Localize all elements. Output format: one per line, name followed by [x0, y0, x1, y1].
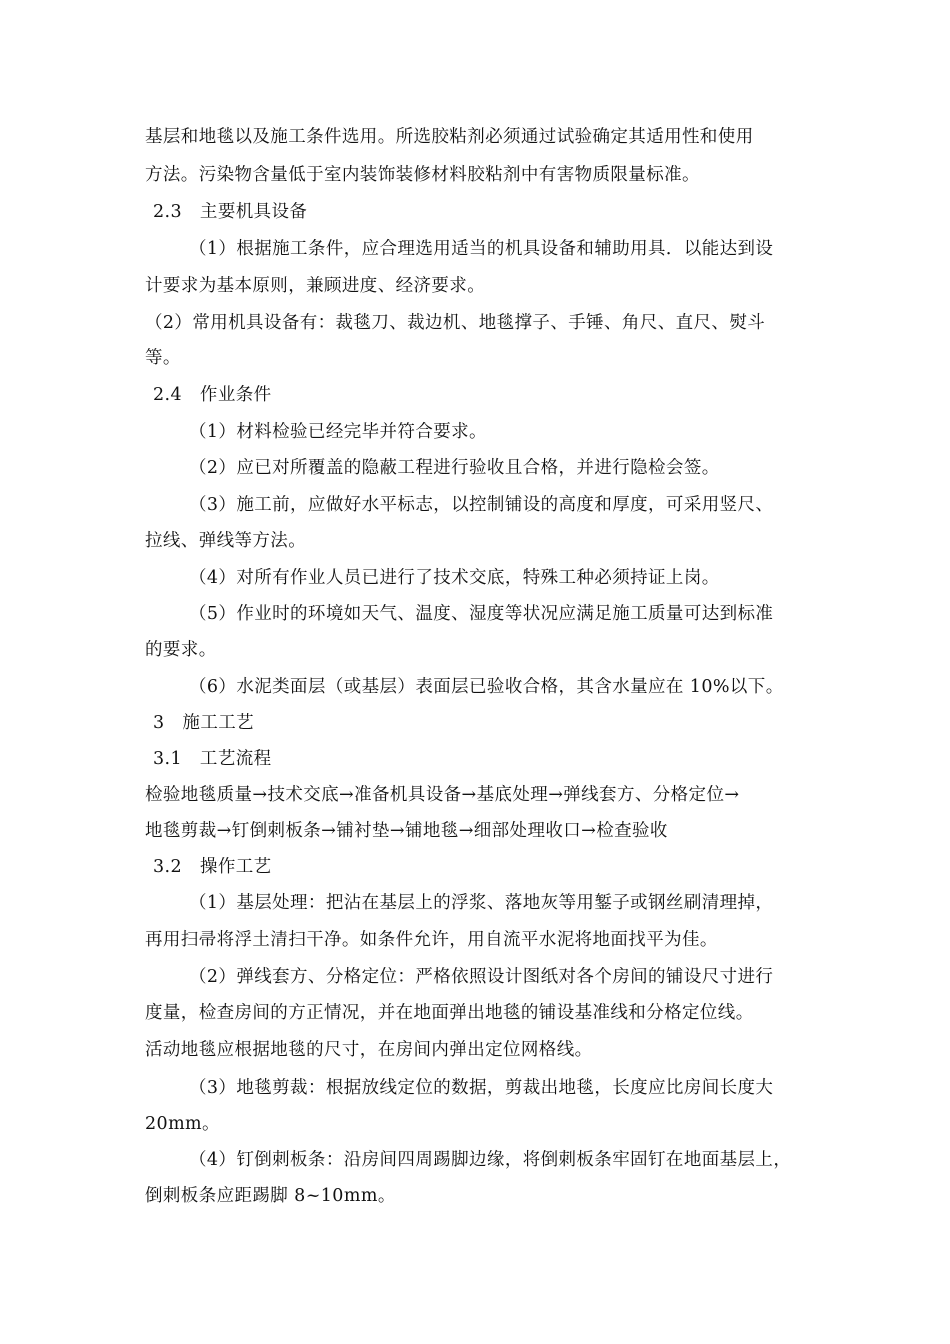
text-line: （2）常用机具设备有：裁毯刀、裁边机、地毯撑子、手锤、角尺、直尺、熨斗: [145, 313, 766, 333]
text-line: 方法。污染物含量低于室内装饰装修材料胶粘剂中有害物质限量标准。: [145, 165, 700, 185]
text-line: 检验地毯质量→技术交底→准备机具设备→基底处理→弹线套方、分格定位→: [145, 785, 740, 805]
section-heading: 2.4 作业条件: [153, 385, 272, 405]
text-line: （1）根据施工条件，应合理选用适当的机具设备和辅助用具．以能达到设: [189, 239, 774, 259]
text-line: （1）材料检验已经完毕并符合要求。: [189, 422, 487, 442]
section-heading: 3.1 工艺流程: [153, 749, 272, 769]
text-line: （5）作业时的环境如天气、温度、湿度等状况应满足施工质量可达到标准: [189, 604, 774, 624]
section-heading: 3 施工工艺: [153, 713, 255, 733]
text-line: 的要求。: [145, 640, 217, 660]
text-line: 倒刺板条应距踢脚 8~10mm。: [145, 1186, 396, 1206]
text-line: （3）施工前，应做好水平标志，以控制铺设的高度和厚度，可采用竖尺、: [189, 495, 774, 515]
text-line: 拉线、弹线等方法。: [145, 531, 307, 551]
text-line: （2）弹线套方、分格定位：严格依照设计图纸对各个房间的铺设尺寸进行: [189, 967, 774, 987]
text-line: 活动地毯应根据地毯的尺寸，在房间内弹出定位网格线。: [145, 1040, 593, 1060]
text-line: （4）对所有作业人员已进行了技术交底，特殊工种必须持证上岗。: [189, 568, 720, 588]
section-heading: 2.3 主要机具设备: [153, 202, 308, 222]
text-line: 度量，检查房间的方正情况，并在地面弹出地毯的铺设基准线和分格定位线。: [145, 1003, 754, 1023]
text-line: 20mm。: [145, 1114, 220, 1134]
section-heading: 3.2 操作工艺: [153, 857, 272, 877]
text-line: （6）水泥类面层（或基层）表面层已验收合格，其含水量应在 10%以下。: [189, 677, 784, 697]
text-line: （3）地毯剪裁：根据放线定位的数据，剪裁出地毯，长度应比房间长度大: [189, 1078, 774, 1098]
text-line: 再用扫帚将浮土清扫干净。如条件允许，用自流平水泥将地面找平为佳。: [145, 930, 718, 950]
text-line: （2）应已对所覆盖的隐蔽工程进行验收且合格，并进行隐检会签。: [189, 458, 720, 478]
text-line: 地毯剪裁→钉倒刺板条→铺衬垫→铺地毯→细部处理收口→检查验收: [145, 821, 668, 841]
text-line: 等。: [145, 348, 181, 368]
text-line: （4）钉倒刺板条：沿房间四周踢脚边缘，将倒刺板条牢固钉在地面基层上，: [189, 1150, 792, 1170]
text-line: 计要求为基本原则，兼顾进度、经济要求。: [145, 276, 486, 296]
text-line: 基层和地毯以及施工条件选用。所选胶粘剂必须通过试验确定其适用性和使用: [145, 127, 754, 147]
text-line: （1）基层处理：把沾在基层上的浮浆、落地灰等用錾子或钢丝刷清理掉，: [189, 893, 774, 913]
